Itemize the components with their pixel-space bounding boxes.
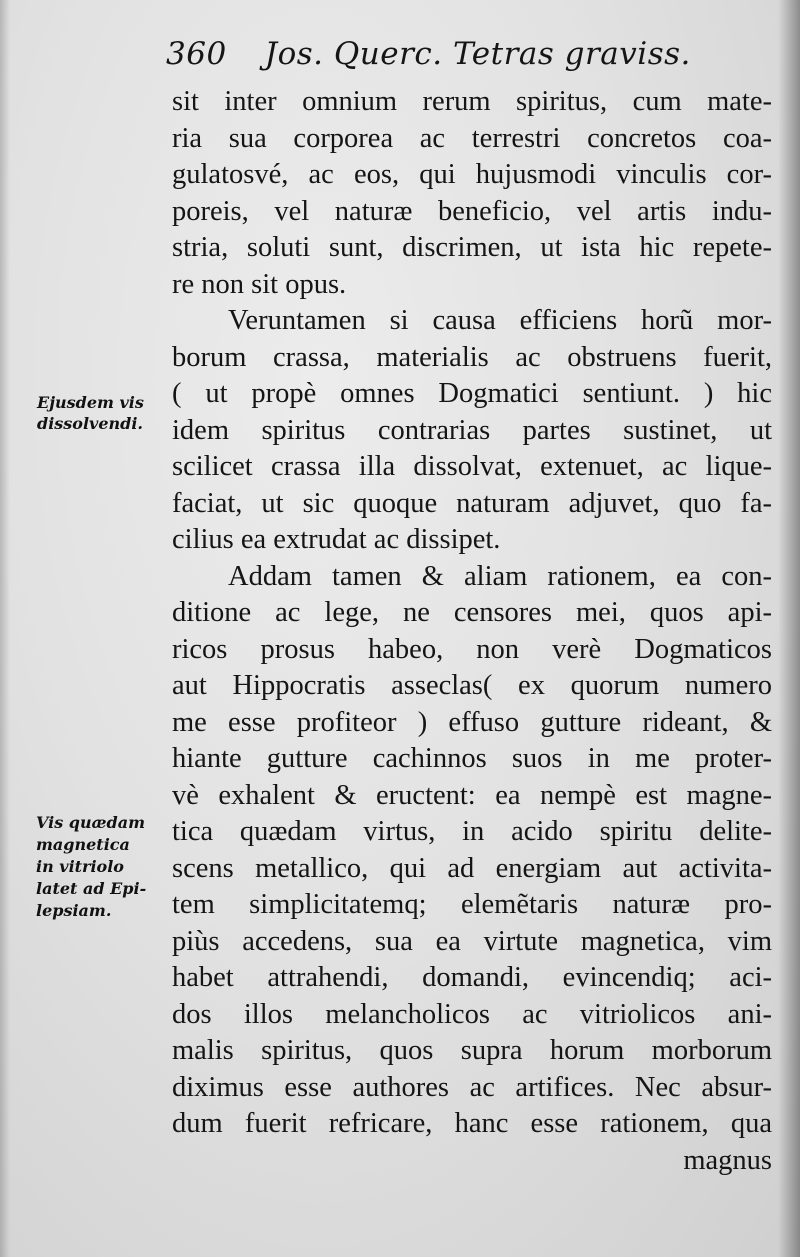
text-line: re non sit opus.	[172, 268, 347, 300]
page-edge-shadow	[778, 0, 800, 1257]
catchword: magnus	[683, 1144, 772, 1176]
margin-note-dissolving	[37, 392, 144, 434]
text-line: faciat, ut sic quoque naturam adjuvet, quo fa-	[172, 487, 772, 519]
text-line: Veruntamen si causa efficiens horũ mor-	[228, 305, 772, 336]
text-line: vè exhalent & eructent: ea nempè est magne-	[172, 779, 772, 811]
text-line: ricos prosus habeo, non verè Dogmaticos	[172, 633, 772, 665]
text-line: hiante gutture cachinnos suos in me proter-	[172, 743, 772, 774]
text-line: habet attrahendi, domandi, evincendiq; aci-	[172, 962, 772, 993]
text-line: ditione ac lege, ne censores mei, quos api-	[172, 597, 772, 628]
margin-note-line: dissolvendi.	[37, 414, 143, 433]
text-line: ( ut propè omnes Dogmatici sentiunt. ) hic	[172, 378, 772, 409]
text-line: cilius ea extrudat ac dissipet.	[172, 524, 501, 555]
margin-note-line: magnetica	[36, 835, 130, 854]
text-line: piùs accedens, sua ea virtute magnetica, vim	[172, 925, 772, 957]
text-line: dos illos melancholicos ac vitriolicos ani-	[172, 998, 772, 1030]
main-text-block	[172, 84, 772, 1179]
margin-note-magnetic	[36, 812, 146, 922]
margin-note-line: lepsiam.	[36, 901, 112, 920]
text-line: poreis, vel naturæ beneficio, vel artis indu-	[172, 195, 772, 227]
page-number: 360	[166, 36, 227, 72]
text-line: idem spiritus contrarias partes sustinet, ut	[172, 414, 772, 446]
margin-note-line: in vitriolo	[36, 857, 124, 876]
text-line: sit inter omnium rerum spiritus, cum mate-	[172, 86, 772, 117]
text-line: scilicet crassa illa dissolvat, extenuet, ac lique-	[172, 451, 772, 482]
text-line: gulatosvé, ac eos, qui hujusmodi vinculis cor-	[172, 159, 772, 190]
running-header	[166, 36, 691, 72]
text-line: borum crassa, materialis ac obstruens fuerit,	[172, 341, 772, 373]
margin-note-line: Ejusdem vis	[37, 393, 144, 412]
text-line: ria sua corporea ac terrestri concretos coa-	[172, 122, 772, 154]
text-line: aut Hippocratis asseclas( ex quorum numero	[172, 670, 772, 701]
text-line: me esse profiteor ) effuso gutture rideant, &	[172, 706, 772, 738]
text-line: malis spiritus, quos supra horum morborum	[172, 1035, 772, 1066]
gutter-shadow	[0, 0, 10, 1257]
text-line: tem simplicitatemq; elemẽtaris naturæ pro-	[172, 889, 772, 920]
text-line: Addam tamen & aliam rationem, ea con-	[228, 560, 772, 592]
text-line: dum fuerit refricare, hanc esse rationem, qua	[172, 1108, 772, 1139]
margin-note-line: latet ad Epi-	[36, 879, 147, 898]
margin-note-line: Vis quædam	[36, 813, 145, 832]
text-line: stria, soluti sunt, discrimen, ut ista hic repete-	[172, 232, 772, 263]
text-line: scens metallico, qui ad energiam aut activita-	[172, 852, 772, 884]
text-line: diximus esse authores ac artifices. Nec absur-	[172, 1071, 772, 1103]
text-line: tica quædam virtus, in acido spiritu delite-	[172, 816, 772, 847]
running-title: Jos. Querc. Tetras graviss.	[264, 36, 691, 72]
